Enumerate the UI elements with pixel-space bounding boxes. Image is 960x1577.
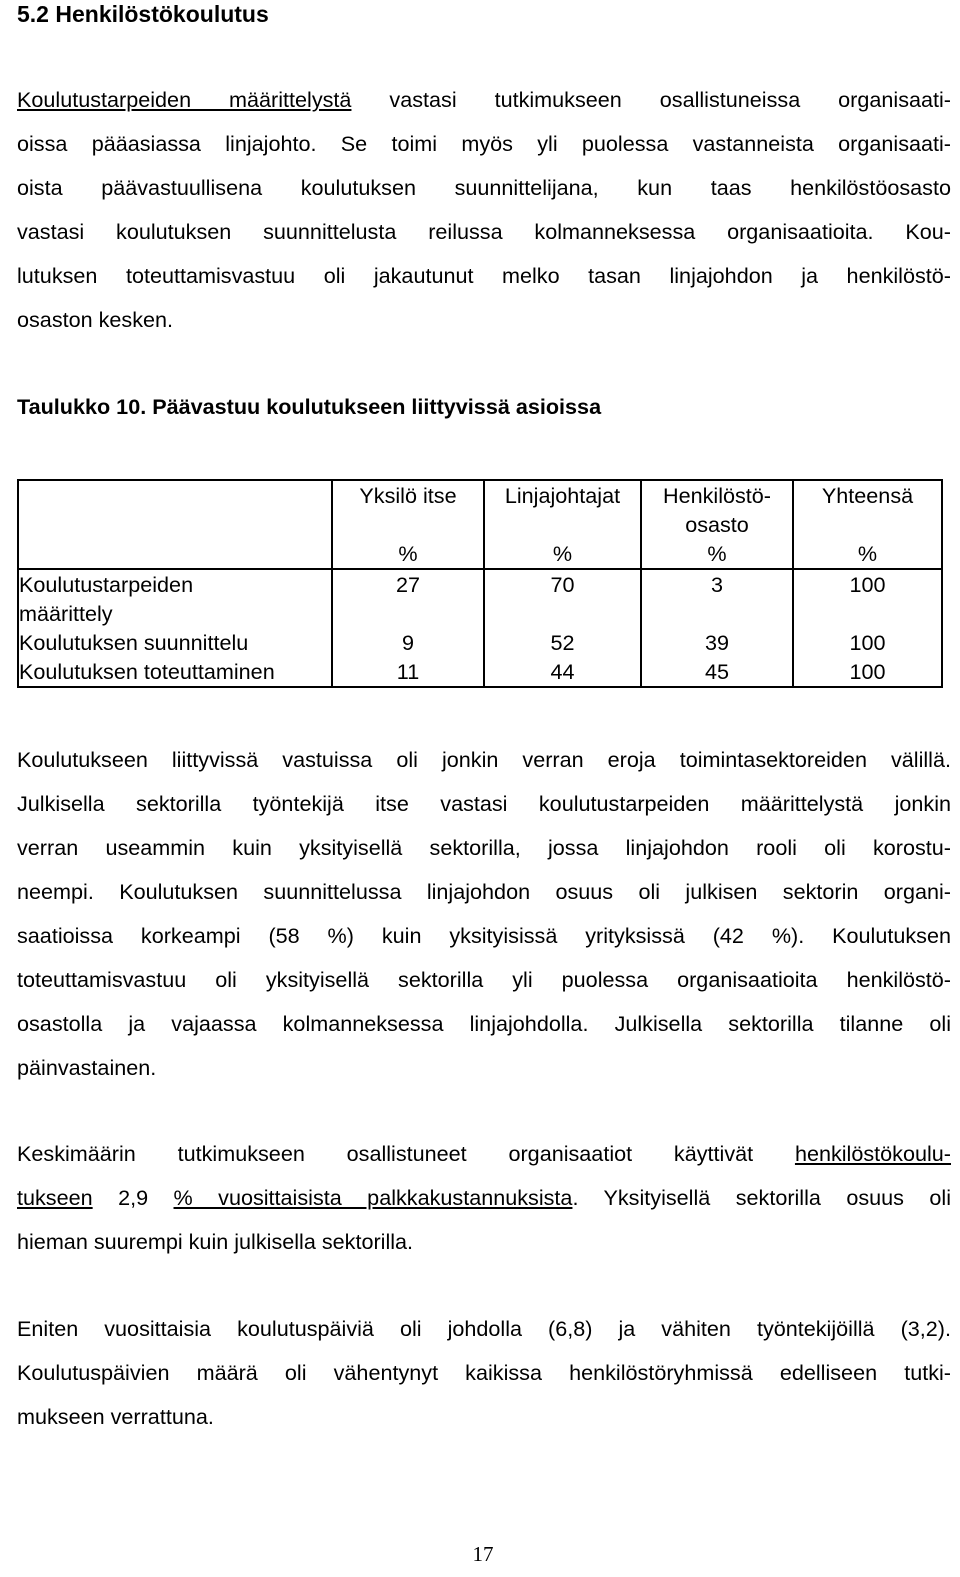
underlined-term: % vuosittaisista palkkakustannuksista bbox=[173, 1185, 573, 1210]
paragraph-line: päinvastainen. bbox=[17, 1055, 157, 1080]
paragraph-line: Koulutukseen liittyvissä vastuissa oli jonkin verran eroja toimintasektoreiden välillä. bbox=[17, 747, 951, 772]
table-column-henkilostoosasto: 3 39 45 bbox=[641, 569, 793, 687]
paragraph-line: Koulutustarpeiden määrittelystä vastasi tutkimukseen osallistuneissa organisaati- bbox=[17, 87, 951, 112]
table-column-linjajohtajat: 70 52 44 bbox=[484, 569, 641, 687]
paragraph-line: Keskimäärin tutkimukseen osallistuneet organisaatiot käyttivät henkilöstökoulu- bbox=[17, 1141, 951, 1166]
paragraph-line: Koulutuspäivien määrä oli vähentynyt kaikissa henkilöstöryhmissä edelliseen tutki- bbox=[17, 1360, 951, 1385]
paragraph-line: oista päävastuullisena koulutuksen suunnittelijana, kun taas henkilöstöosasto bbox=[17, 175, 951, 200]
table-header-cell: Linjajohtajat % bbox=[484, 480, 641, 569]
table-header-cell: Henkilöstö- osasto % bbox=[641, 480, 793, 569]
table-column-yksilo: 27 9 11 bbox=[332, 569, 484, 687]
table-body-row bbox=[18, 569, 942, 687]
paragraph-costs bbox=[17, 1132, 951, 1264]
page-number: 17 bbox=[472, 1542, 494, 1566]
paragraph-line: saatioissa korkeampi (58 %) kuin yksityisissä yrityksissä (42 %). Koulutuksen bbox=[17, 923, 951, 948]
table-header-empty bbox=[18, 480, 332, 569]
paragraph-training-days bbox=[17, 1307, 951, 1439]
paragraph-line: neempi. Koulutuksen suunnittelussa linjajohdon osuus oli julkisen sektorin organi- bbox=[17, 879, 951, 904]
paragraph-line: Julkisella sektorilla työntekijä itse vastasi koulutustarpeiden määrittelystä jonkin bbox=[17, 791, 951, 816]
paragraph-line: hieman suurempi kuin julkisella sektorilla. bbox=[17, 1229, 414, 1254]
paragraph-sectors bbox=[17, 738, 951, 1090]
paragraph-line: verran useammin kuin yksityisellä sektorilla, jossa linjajohdon rooli oli korostu- bbox=[17, 835, 951, 860]
paragraph-line: oissa pääasiassa linjajohto. Se toimi myös yli puolessa vastanneista organisaati- bbox=[17, 131, 951, 156]
table-header-cell: Yhteensä % bbox=[793, 480, 942, 569]
paragraph-line: tukseen 2,9 % vuosittaisista palkkakustannuksista. Yksityisellä sektorilla osuus oli bbox=[17, 1185, 951, 1210]
table-header-row bbox=[18, 480, 942, 569]
section-heading: 5.2 Henkilöstökoulutus bbox=[17, 1, 269, 27]
responsibility-table bbox=[17, 479, 943, 688]
underlined-term: henkilöstökoulu- bbox=[794, 1141, 951, 1166]
table-row-labels: Koulutustarpeiden määrittely Koulutuksen suunnittelu Koulutuksen toteuttaminen bbox=[18, 569, 332, 687]
underlined-term: tukseen bbox=[17, 1185, 93, 1210]
table-column-yhteensa: 100 100 100 bbox=[793, 569, 942, 687]
table-header-cell: Yksilö itse % bbox=[332, 480, 484, 569]
paragraph-line: mukseen verrattuna. bbox=[17, 1404, 214, 1429]
paragraph-line: Eniten vuosittaisia koulutuspäiviä oli johdolla (6,8) ja vähiten työntekijöillä (3,2). bbox=[17, 1316, 951, 1341]
paragraph-line: osaston kesken. bbox=[17, 307, 174, 332]
paragraph-line: toteuttamisvastuu oli yksityisellä sektorilla yli puolessa organisaatioita henkilöstö- bbox=[17, 967, 951, 992]
paragraph-line: lutuksen toteuttamisvastuu oli jakautunut melko tasan linjajohdon ja henkilöstö- bbox=[17, 263, 951, 288]
paragraph-line: osastolla ja vajaassa kolmanneksessa linjajohdolla. Julkisella sektorilla tilanne oli bbox=[17, 1011, 951, 1036]
paragraph-responsibilities bbox=[17, 78, 951, 342]
underlined-term: Koulutustarpeiden määrittelystä bbox=[17, 87, 352, 112]
table-caption: Taulukko 10. Päävastuu koulutukseen liittyvissä asioissa bbox=[17, 394, 602, 419]
paragraph-line: vastasi koulutuksen suunnittelusta reilussa kolmanneksessa organisaatioita. Kou- bbox=[17, 219, 951, 244]
